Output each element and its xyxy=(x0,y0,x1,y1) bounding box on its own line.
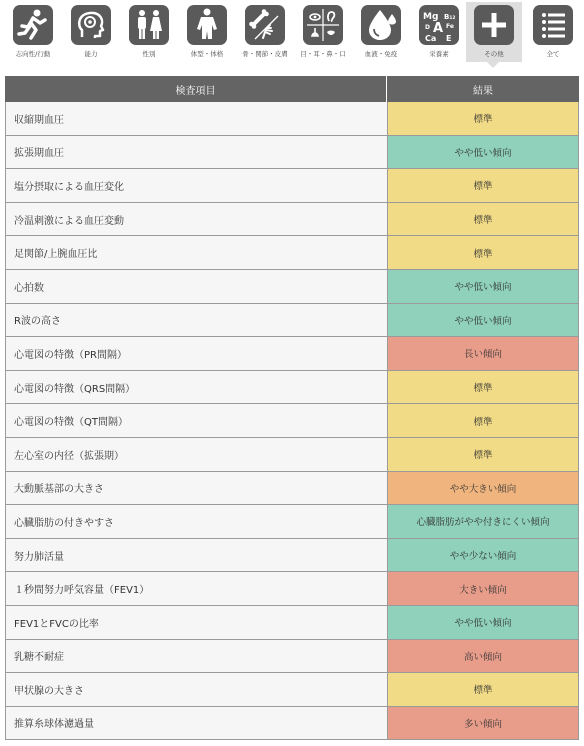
result-cell: やや低い傾向 xyxy=(388,606,579,639)
category-label: その他 xyxy=(484,50,504,58)
category-ability[interactable] xyxy=(64,2,118,62)
male-female-icon xyxy=(129,5,169,45)
test-item-name: 塩分摂取による血圧変化 xyxy=(5,169,388,202)
table-header xyxy=(5,76,579,102)
test-item-name: 心拍数 xyxy=(5,270,388,303)
category-label: 体型・体格 xyxy=(190,50,224,58)
test-item-name: 収縮期血圧 xyxy=(5,102,388,135)
table-row[interactable] xyxy=(5,505,579,539)
result-cell: 標準 xyxy=(388,673,579,706)
test-item-name: R波の高さ xyxy=(5,304,388,337)
test-item-name: FEV1とFVCの比率 xyxy=(5,606,388,639)
svg-text:E: E xyxy=(446,34,452,43)
header-test-item: 検査項目 xyxy=(5,76,387,102)
table-row[interactable] xyxy=(5,707,579,741)
table-body xyxy=(5,102,579,740)
test-item-name: 心電図の特徴（QRS間隔） xyxy=(5,371,388,404)
face-parts-icon xyxy=(303,5,343,45)
test-item-name: 左心室の内径（拡張期） xyxy=(5,438,388,471)
category-label: 能力 xyxy=(84,50,98,58)
category-behavior[interactable] xyxy=(6,2,60,62)
table-row[interactable] xyxy=(5,203,579,237)
category-blood-immunity[interactable] xyxy=(354,2,408,62)
category-all[interactable] xyxy=(526,2,580,62)
category-body-shape[interactable] xyxy=(180,2,234,62)
category-gender[interactable] xyxy=(122,2,176,62)
svg-text:A: A xyxy=(433,21,444,36)
blood-drop-icon xyxy=(361,5,401,45)
category-label: 骨・関節・皮膚 xyxy=(242,50,288,58)
nutrient-elements-icon xyxy=(419,5,459,45)
test-item-name: 心電図の特徴（PR間隔） xyxy=(5,337,388,370)
table-row[interactable] xyxy=(5,169,579,203)
table-row[interactable] xyxy=(5,606,579,640)
header-result: 結果 xyxy=(473,85,493,97)
category-other[interactable] xyxy=(466,2,522,62)
category-nutrients[interactable] xyxy=(412,2,466,62)
table-row[interactable] xyxy=(5,673,579,707)
brain-head-icon xyxy=(71,5,111,45)
plus-icon xyxy=(474,5,514,45)
table-row[interactable] xyxy=(5,572,579,606)
result-cell: 標準 xyxy=(388,203,579,236)
category-label: 志向性/行動 xyxy=(15,50,51,58)
bone-hand-icon xyxy=(245,5,285,45)
category-label: 全て xyxy=(546,50,560,58)
result-cell: 標準 xyxy=(388,438,579,471)
category-bone-skin[interactable] xyxy=(238,2,292,62)
table-row[interactable] xyxy=(5,236,579,270)
test-item-name: １秒間努力呼気容量（FEV1） xyxy=(5,572,388,605)
table-row[interactable] xyxy=(5,404,579,438)
body-shape-icon xyxy=(187,5,227,45)
test-item-name: 拡張期血圧 xyxy=(5,136,388,169)
result-cell: 大きい傾向 xyxy=(388,572,579,605)
table-row[interactable] xyxy=(5,472,579,506)
table-row[interactable] xyxy=(5,304,579,338)
test-item-name: 推算糸球体濾過量 xyxy=(5,707,388,740)
test-item-name: 努力肺活量 xyxy=(5,539,388,572)
category-bar xyxy=(6,2,580,64)
svg-text:B₁₂: B₁₂ xyxy=(444,13,456,21)
category-label: 栄養素 xyxy=(429,50,449,58)
svg-text:Ca: Ca xyxy=(425,34,437,43)
result-cell: やや低い傾向 xyxy=(388,304,579,337)
result-cell: 長い傾向 xyxy=(388,337,579,370)
category-label: 性別 xyxy=(142,50,156,58)
table-row[interactable] xyxy=(5,438,579,472)
svg-text:Mg: Mg xyxy=(423,12,439,22)
svg-text:D: D xyxy=(425,24,430,31)
result-cell: 標準 xyxy=(388,169,579,202)
test-item-name: 心電図の特徴（QT間隔） xyxy=(5,404,388,437)
table-row[interactable] xyxy=(5,136,579,170)
result-cell: 心臓脂肪がやや付きにくい傾向 xyxy=(388,505,579,538)
table-row[interactable] xyxy=(5,371,579,405)
category-label: 血液・免疫 xyxy=(364,50,398,58)
test-item-name: 足関節/上腕血圧比 xyxy=(5,236,388,269)
result-cell: やや低い傾向 xyxy=(388,136,579,169)
test-item-name: 甲状腺の大きさ xyxy=(5,673,388,706)
result-cell: 多い傾向 xyxy=(388,707,579,740)
result-cell: やや大きい傾向 xyxy=(388,472,579,505)
running-person-icon xyxy=(13,5,53,45)
test-item-name: 心臓脂肪の付きやすさ xyxy=(5,505,388,538)
results-table xyxy=(5,76,579,740)
result-cell: 標準 xyxy=(388,371,579,404)
test-item-name: 乳糖不耐症 xyxy=(5,640,388,673)
result-cell: やや低い傾向 xyxy=(388,270,579,303)
table-row[interactable] xyxy=(5,337,579,371)
table-row[interactable] xyxy=(5,539,579,573)
result-cell: 高い傾向 xyxy=(388,640,579,673)
list-icon xyxy=(533,5,573,45)
category-label: 目・耳・鼻・口 xyxy=(300,50,346,58)
result-cell: 標準 xyxy=(388,404,579,437)
table-row[interactable] xyxy=(5,102,579,136)
table-row[interactable] xyxy=(5,640,579,674)
test-item-name: 大動脈基部の大きさ xyxy=(5,472,388,505)
result-cell: 標準 xyxy=(388,102,579,135)
svg-text:Fe: Fe xyxy=(446,23,454,30)
table-row[interactable] xyxy=(5,270,579,304)
test-item-name: 冷温刺激による血圧変動 xyxy=(5,203,388,236)
result-cell: 標準 xyxy=(388,236,579,269)
category-face-parts[interactable] xyxy=(296,2,350,62)
result-cell: やや少ない傾向 xyxy=(388,539,579,572)
